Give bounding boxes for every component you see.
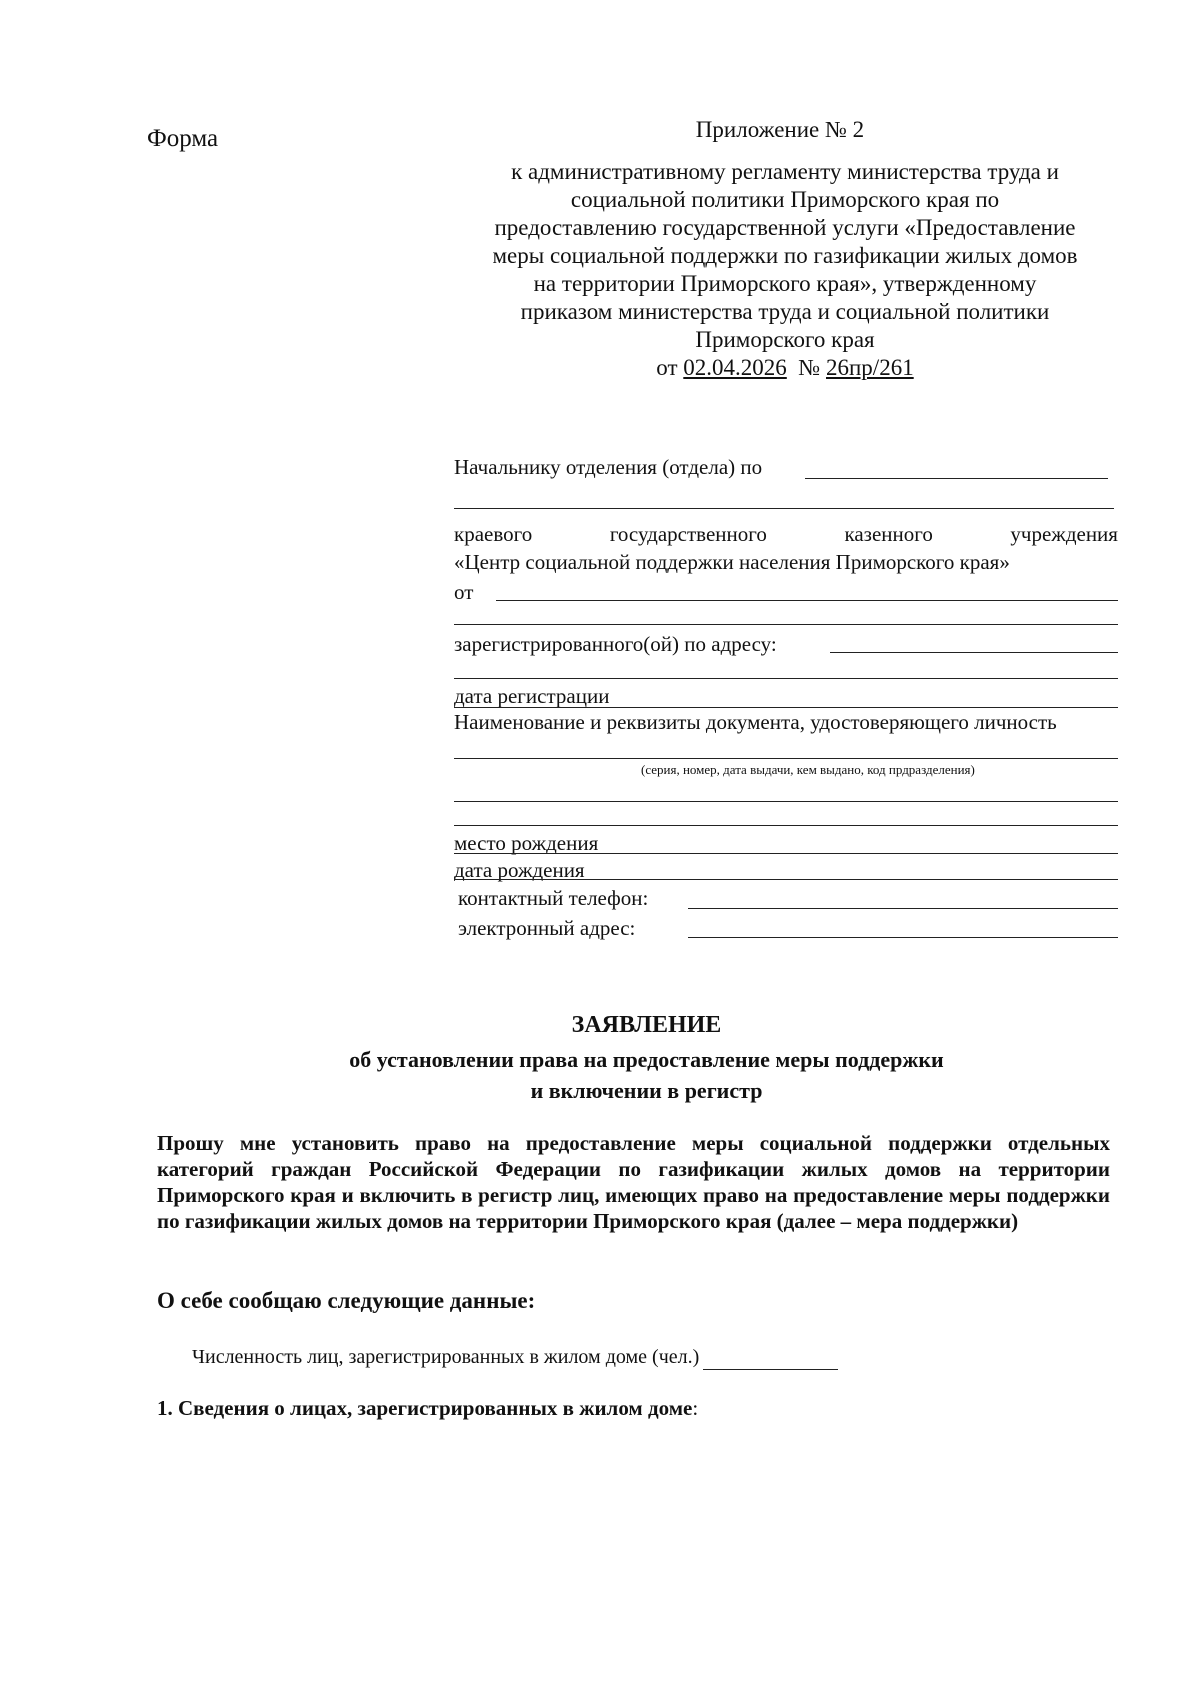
request-paragraph: Прошу мне установить право на предоставление меры социальной поддержки отдельных категорий граждан Российской Федерации по газификации жилых домов на территории Приморского края и включить в регистр лиц, имеющих право на предоставление меры поддержки по газификации жилых домов на территории Приморского края (далее – мера поддержки)	[157, 1131, 1110, 1233]
residents-count-label: Численность лиц, зарегистрированных в жилом доме (чел.)	[192, 1346, 700, 1368]
statement-title: ЗАЯВЛЕНИЕ	[571, 1012, 722, 1038]
birth-place-label: место рождения	[454, 831, 599, 855]
email-field[interactable]	[688, 937, 1118, 938]
institution-words-row	[454, 522, 1118, 547]
from-label: от	[454, 580, 474, 604]
registered-address-field[interactable]	[830, 652, 1118, 653]
institution-word: государственного	[609, 522, 767, 546]
appendix-line: на территории Приморского края», утвержденному	[533, 271, 1037, 296]
order-from-label: от	[656, 355, 678, 380]
id-document-hint: (серия, номер, дата выдачи, кем выдано, код прдразделения)	[641, 762, 975, 777]
registration-date-field[interactable]	[454, 707, 1118, 708]
institution-word: учреждения	[1010, 522, 1118, 546]
order-number-label: №	[798, 355, 821, 380]
appendix-line: меры социальной поддержки по газификации жилых домов	[492, 243, 1078, 268]
phone-field[interactable]	[688, 908, 1118, 909]
id-document-field-3[interactable]	[454, 825, 1118, 826]
appendix-body	[455, 158, 1115, 382]
order-reference	[455, 354, 1115, 382]
residents-count-field[interactable]	[703, 1346, 838, 1370]
registered-address-field-2[interactable]	[454, 678, 1118, 679]
to-head-label: Начальнику отделения (отдела) по	[454, 455, 763, 479]
institution-word: краевого	[454, 522, 533, 546]
form-label: Форма	[147, 125, 219, 152]
id-document-field-2[interactable]	[454, 801, 1118, 802]
appendix-line: к административному регламенту министерства труда и	[511, 159, 1059, 184]
institution-word: казенного	[844, 522, 933, 546]
statement-subtitle-2: и включении в регистр	[530, 1078, 763, 1103]
about-self-heading: О себе сообщаю следующие данные:	[157, 1288, 536, 1313]
phone-label: контактный телефон:	[458, 886, 649, 910]
appendix-line: Приморского края	[695, 327, 875, 352]
appendix-title: Приложение № 2	[695, 117, 865, 142]
department-field[interactable]	[805, 478, 1108, 479]
id-document-field[interactable]	[454, 758, 1118, 759]
id-document-label: Наименование и реквизиты документа, удостоверяющего личность	[454, 710, 1057, 734]
institution-name: «Центр социальной поддержки населения Приморского края»	[454, 550, 1010, 574]
applicant-name-field-2[interactable]	[454, 624, 1118, 625]
department-field-2[interactable]	[454, 508, 1114, 509]
order-date: 02.04.2026	[683, 355, 787, 380]
statement-subtitle-1: об установлении права на предоставление меры поддержки	[349, 1047, 944, 1072]
registered-address-label: зарегистрированного(ой) по адресу:	[454, 632, 777, 656]
registration-date-label: дата регистрации	[454, 684, 610, 708]
section-1-colon: :	[692, 1396, 699, 1420]
section-1-heading	[157, 1396, 698, 1421]
residents-count-row	[192, 1346, 838, 1370]
birth-date-label: дата рождения	[454, 858, 585, 882]
order-number: 26пр/261	[826, 355, 914, 380]
birth-place-field[interactable]	[454, 853, 1118, 854]
email-label: электронный адрес:	[458, 916, 636, 940]
appendix-line: предоставлению государственной услуги «Предоставление	[494, 215, 1076, 240]
appendix-line: социальной политики Приморского края по	[570, 187, 1000, 212]
applicant-name-field[interactable]	[496, 600, 1118, 601]
birth-date-field[interactable]	[454, 879, 1118, 880]
appendix-line: приказом министерства труда и социальной политики	[520, 299, 1050, 324]
section-1-label: 1. Сведения о лицах, зарегистрированных в жилом доме	[157, 1396, 693, 1420]
